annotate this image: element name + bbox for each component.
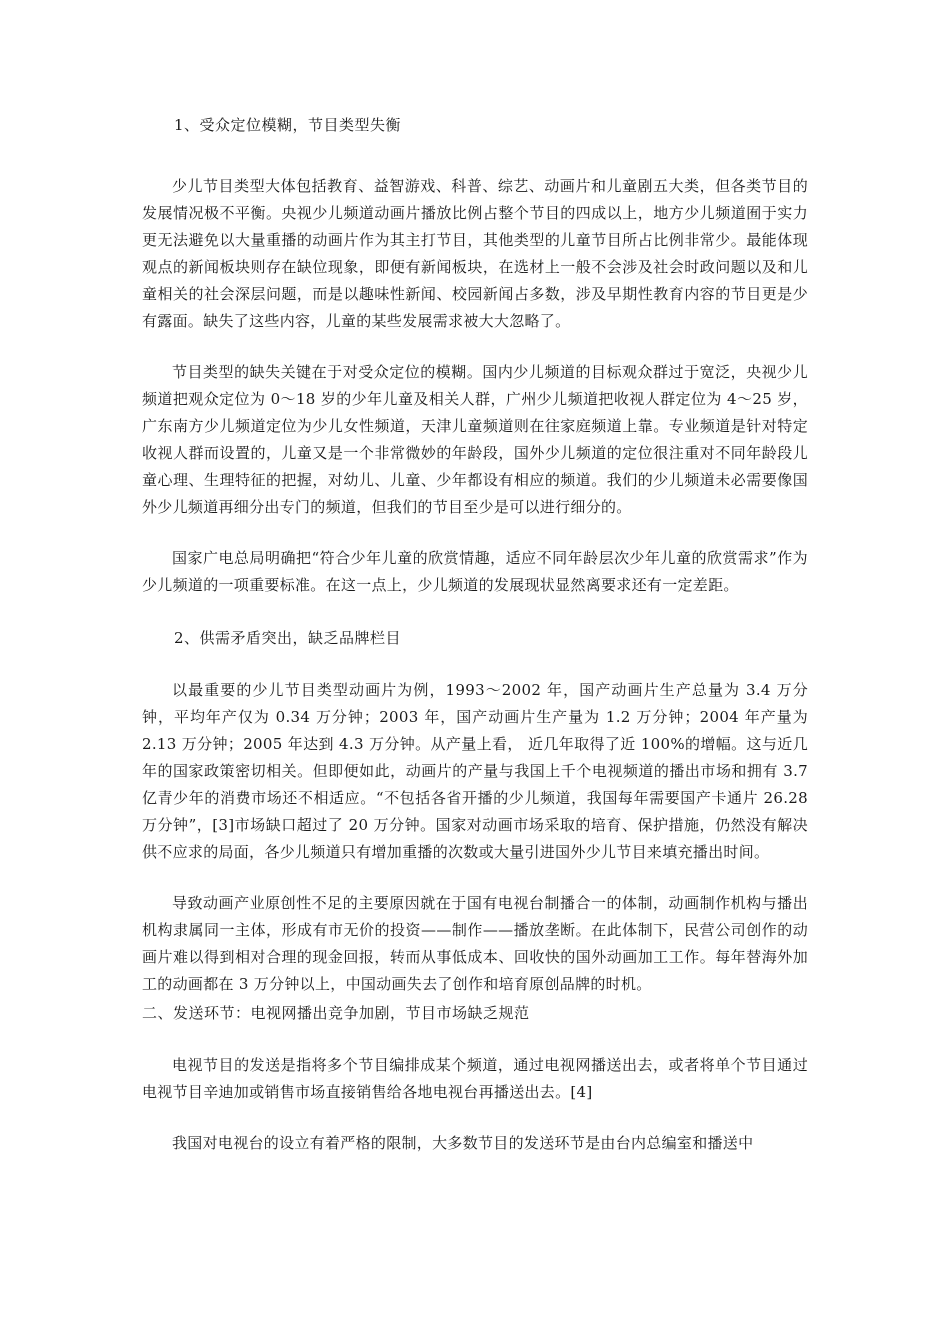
paragraph: 以最重要的少儿节目类型动画片为例，1993～2002 年，国产动画片生产总量为 3.4 万分钟，平均年产仅为 0.34 万分钟；2003 年，国产动画片生产量为 1.2 万分钟；2004 年产量为 2.13 万分钟；2005 年达到 4.3 万分钟。从产量上看， 近几年取得了近 100%的增幅。这与近几年的国家政策密切相关。但即便如此，动画片的产量与我国上千个电视频道的播出市场和拥有 3.7 亿青少年的消费市场还不相适应。“不包括各省开播的少儿频道，我国每年需要国产卡通片 26.28 万分钟”，[3]市场缺口超过了 20 万分钟。国家对动画市场采取的培育、保护措施，仍然没有解决供不应求的局面，各少儿频道只有增加重播的次数或大量引进国外少儿节目来填充播出时间。	[142, 681, 808, 861]
document-page	[142, 110, 808, 1157]
paragraph: 节目类型的缺失关键在于对受众定位的模糊。国内少儿频道的目标观众群过于宽泛，央视少儿频道把观众定位为 0～18 岁的少年儿童及相关人群，广州少儿频道把收视人群定位为 4～25 岁，广东南方少儿频道定位为少儿女性频道，天津儿童频道则在往家庭频道上靠。专业频道是针对特定收视人群而设置的，儿童又是一个非常微妙的年龄段，国外少儿频道的定位很注重对不同年龄段儿童心理、生理特征的把握，对幼儿、儿童、少年都设有相应的频道。我们的少儿频道未必需要像国外少儿频道再细分出专门的频道，但我们的节目至少是可以进行细分的。	[142, 363, 808, 516]
paragraph: 少儿节目类型大体包括教育、益智游戏、科普、综艺、动画片和儿童剧五大类，但各类节目的发展情况极不平衡。央视少儿频道动画片播放比例占整个节目的四成以上，地方少儿频道囿于实力更无法避免以大量重播的动画片作为其主打节目，其他类型的儿童节目所占比例非常少。最能体现观点的新闻板块则存在缺位现象，即便有新闻板块，在选材上一般不会涉及社会时政问题以及和儿童相关的社会深层问题，而是以趣味性新闻、校园新闻占多数，涉及早期性教育内容的节目更是少有露面。缺失了这些内容，儿童的某些发展需求被大大忽略了。	[142, 177, 808, 330]
section-heading-audience: 1、受众定位模糊，节目类型失衡	[174, 116, 402, 134]
paragraph: 我国对电视台的设立有着严格的限制，大多数节目的发送环节是由台内总编室和播送中	[172, 1134, 754, 1152]
paragraph: 导致动画产业原创性不足的主要原因就在于国有电视台制播合一的体制，动画制作机构与播出机构隶属同一主体，形成有市无价的投资——制作——播放垄断。在此体制下，民营公司创作的动画片难以得到相对合理的现金回报，转而从事低成本、回收快的国外动画加工工作。每年替海外加工的动画都在 3 万分钟以上，中国动画失去了创作和培育原创品牌的时机。	[142, 894, 808, 993]
section-heading-supply: 2、供需矛盾突出，缺乏品牌栏目	[174, 629, 402, 647]
paragraph: 国家广电总局明确把“符合少年儿童的欣赏情趣，适应不同年龄层次少年儿童的欣赏需求”作为少儿频道的一项重要标准。在这一点上，少儿频道的发展现状显然离要求还有一定差距。	[142, 549, 808, 594]
paragraph: 电视节目的发送是指将多个节目编排成某个频道，通过电视网播送出去，或者将单个节目通过电视节目辛迪加或销售市场直接销售给各地电视台再播送出去。[4]	[142, 1056, 808, 1101]
section-heading-distribution: 二、发送环节：电视网播出竞争加剧，节目市场缺乏规范	[142, 1004, 530, 1022]
